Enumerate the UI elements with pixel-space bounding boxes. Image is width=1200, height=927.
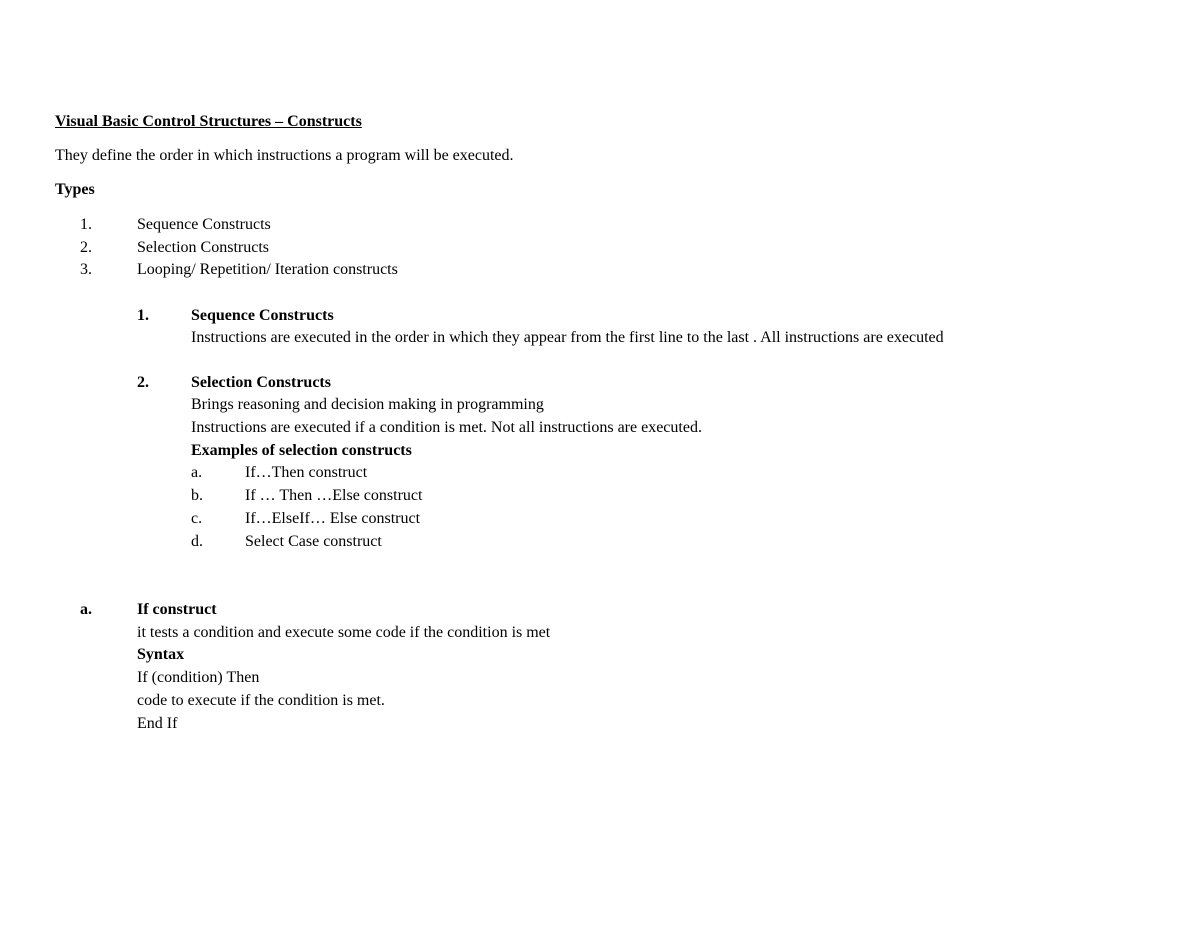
selection-section-line-1: Brings reasoning and decision making in programming [191,396,544,413]
types-list-number: 3. [80,261,92,278]
sequence-section-description: Instructions are executed in the order in which they appear from the first line to the last . All instructions are executed [191,329,944,346]
selection-section-heading: Selection Constructs [191,374,331,391]
selection-example-text: Select Case construct [245,533,382,550]
selection-example-text: If…Then construct [245,464,368,481]
selection-example-letter: d. [191,533,203,550]
selection-example-text: If…ElseIf… Else construct [245,510,421,527]
types-list-item: Sequence Constructs [137,216,271,233]
types-heading: Types [55,181,95,198]
selection-examples-heading: Examples of selection constructs [191,442,412,459]
if-construct-description: it tests a condition and execute some code if the condition is met [137,624,551,641]
syntax-line: End If [137,715,178,732]
selection-section-number: 2. [137,374,149,391]
types-list-number: 2. [80,239,92,256]
document-title: Visual Basic Control Structures – Constructs [55,113,362,130]
selection-example-text: If … Then …Else construct [245,487,423,504]
selection-example-letter: a. [191,464,203,481]
intro-text: They define the order in which instructions a program will be executed. [55,147,514,164]
syntax-heading: Syntax [137,646,185,663]
types-list-item: Selection Constructs [137,239,269,256]
selection-example-letter: c. [191,510,203,527]
sequence-section-heading: Sequence Constructs [191,307,334,324]
if-construct-letter: a. [80,601,92,618]
types-list-item: Looping/ Repetition/ Iteration constructs [137,261,398,278]
selection-example-letter: b. [191,487,203,504]
syntax-line: code to execute if the condition is met. [137,692,385,709]
types-list-number: 1. [80,216,92,233]
selection-section-line-2: Instructions are executed if a condition is met. Not all instructions are executed. [191,419,702,436]
sequence-section-number: 1. [137,307,149,324]
syntax-line: If (condition) Then [137,669,260,686]
if-construct-heading: If construct [137,601,217,618]
